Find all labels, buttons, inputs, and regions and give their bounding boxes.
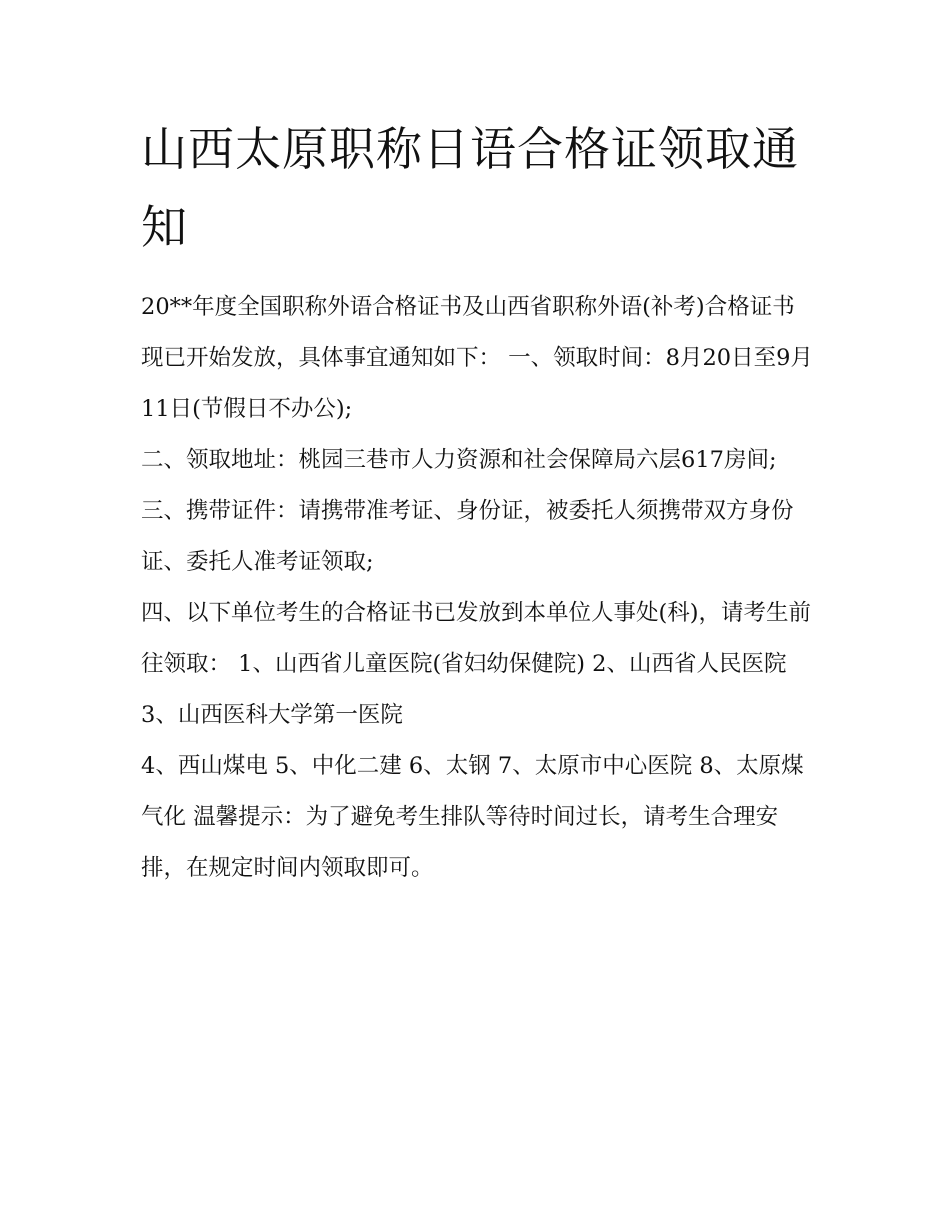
paragraph-units-tips: 4、西山煤电 5、中化二建 6、太钢 7、太原市中心医院 8、太原煤气化 温馨提示：为了避免考生排队等待时间过长，请考生合理安排，在规定时间内领取即可。 xyxy=(141,753,804,881)
document-title: 山西太原职称日语合格证领取通知 xyxy=(141,122,799,254)
document-page xyxy=(141,110,813,894)
paragraph-address-documents: 二、领取地址：桃园三巷市人力资源和社会保障局六层617房间; 三、携带证件：请携带准考证、身份证，被委托人须携带双方身份证、委托人准考证领取; xyxy=(141,447,794,575)
paragraph-collection-time: 20**年度全国职称外语合格证书及山西省职称外语(补考)合格证书现已开始发放，具体事宜通知如下： 一、领取时间：8月20日至9月11日(节假日不办公); xyxy=(141,294,813,422)
paragraph-units-list: 四、以下单位考生的合格证书已发放到本单位人事处(科)，请考生前往领取： 1、山西省儿童医院(省妇幼保健院) 2、山西省人民医院 3、山西医科大学第一医院 xyxy=(141,600,812,728)
document-body xyxy=(141,282,813,894)
